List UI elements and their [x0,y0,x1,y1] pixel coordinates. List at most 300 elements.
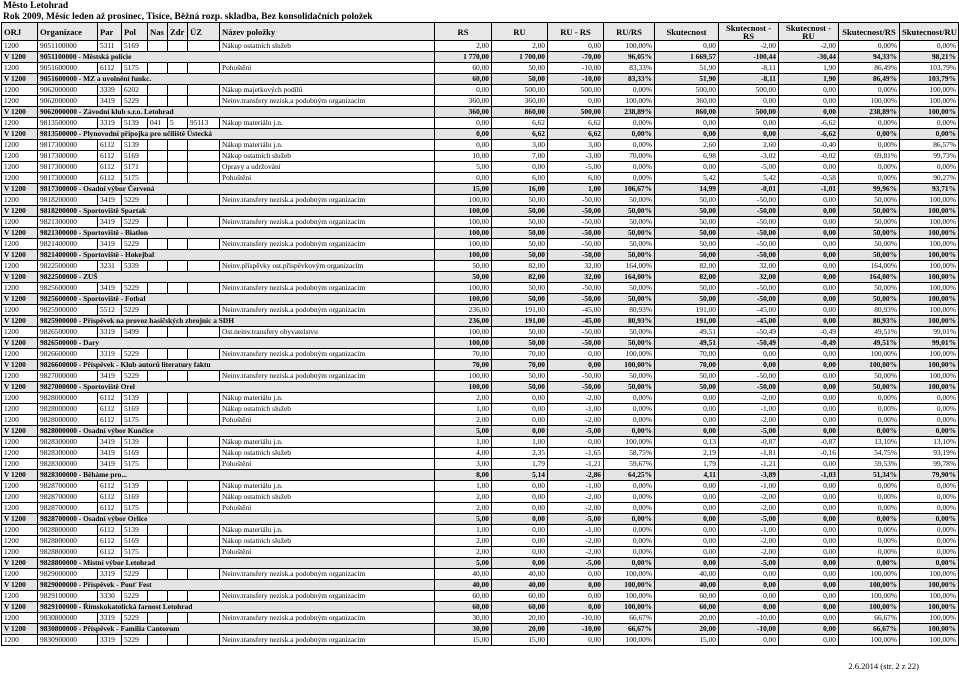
value-cell: 0,00 [435,140,492,151]
value-cell: -0,16 [779,448,839,459]
orj-cell: 1200 [2,283,38,294]
value-cell: 0,00% [839,558,900,569]
orj-cell: 1200 [2,305,38,316]
value-cell: 0,00 [655,514,719,525]
value-cell: 0,00 [492,525,548,536]
value-cell: -10,00 [719,624,779,635]
value-cell: 0,00 [779,580,839,591]
zdr-cell [168,140,188,151]
value-cell: -3,02 [719,151,779,162]
column-header: Skutecnost - RU [779,23,839,41]
uz-cell [188,217,220,228]
value-cell: 0,00% [839,393,900,404]
subtotal-label: 9813500000 - Plynovodní přípojka pro učiliště Ústecká [38,129,435,140]
uz-cell [188,327,220,338]
value-cell: 100,00% [604,569,655,580]
value-cell: 50,00 [492,250,548,261]
value-cell: 100,00% [604,349,655,360]
value-cell: 100,00 [435,338,492,349]
nas-cell [148,349,168,360]
item-name-cell: Nákup ostatních služeb [220,448,435,459]
value-cell: 20,00 [492,624,548,635]
nas-cell [148,591,168,602]
value-cell: 93,71% [900,184,959,195]
value-cell: 238,89% [604,107,655,118]
orj-cell: 1200 [2,41,38,52]
subtotal-row [2,382,959,393]
value-cell: 360,00 [492,96,548,107]
value-cell: 80,93% [604,316,655,327]
value-cell: 0,00% [839,140,900,151]
organization-cell: 9828000000 [38,404,98,415]
zdr-cell [168,371,188,382]
value-cell: 0,00 [719,635,779,646]
column-header: Skutecnost [655,23,719,41]
value-cell: 100,00 [435,327,492,338]
value-cell: 50,00 [492,283,548,294]
item-code-cell: 5229 [122,96,148,107]
value-cell: 0,00 [655,525,719,536]
nas-cell [148,437,168,448]
value-cell: -2,00 [548,547,604,558]
paragraph-cell: 6112 [98,63,122,74]
value-cell: 0,00 [655,503,719,514]
zdr-cell [168,261,188,272]
value-cell: 0,00% [839,525,900,536]
value-cell: 100,00% [900,602,959,613]
value-cell: 50,00% [839,283,900,294]
zdr-cell [168,327,188,338]
table-body [2,41,959,646]
value-cell: 100,00% [839,569,900,580]
table-row [2,162,959,173]
value-cell: 100,00% [900,107,959,118]
value-cell: 0,00 [435,118,492,129]
item-name-cell: Nákup materiálu j.n. [220,118,435,129]
item-name-cell: Pohoštění [220,547,435,558]
value-cell: 100,00% [900,382,959,393]
organization-cell: 9821300000 [38,217,98,228]
value-cell: 0,00 [655,558,719,569]
value-cell: 0,00 [492,547,548,558]
orj-cell: 1200 [2,195,38,206]
value-cell: 0,00 [779,492,839,503]
value-cell: 30,00 [435,613,492,624]
value-cell: -50,00 [548,228,604,239]
value-cell: 0,00 [719,360,779,371]
report-title: Město Letohrad [3,1,69,11]
orj-cell: 1200 [2,393,38,404]
nas-cell [148,140,168,151]
column-header: Název položky [220,23,435,41]
value-cell: 0,00 [719,96,779,107]
value-cell: 82,00 [655,261,719,272]
value-cell: -0,87 [719,437,779,448]
paragraph-cell: 3419 [98,96,122,107]
value-cell: 0,00 [492,492,548,503]
uz-cell [188,371,220,382]
item-name-cell: Neinv.transfery nezisk.a podobným organizacím [220,195,435,206]
value-cell: 15,00 [435,635,492,646]
subtotal-label: 9825600000 - Sportoviště - Fotbal [38,294,435,305]
value-cell: 60,00 [435,591,492,602]
item-code-cell: 5229 [122,349,148,360]
value-cell: 0,00% [839,162,900,173]
organization-cell: 9817300000 [38,173,98,184]
table-row [2,569,959,580]
value-cell: -0,01 [719,184,779,195]
item-name-cell: Pohoštění [220,63,435,74]
organization-cell: 9828800000 [38,536,98,547]
value-cell: 0,00 [492,481,548,492]
value-cell: 0,00 [779,415,839,426]
paragraph-cell: 3419 [98,239,122,250]
value-cell: 2,00 [435,393,492,404]
value-cell: 100,00 [435,206,492,217]
value-cell: 99,96% [839,184,900,195]
value-cell: 0,00 [492,415,548,426]
value-cell: 0,00 [779,613,839,624]
value-cell: 0,00 [719,591,779,602]
nas-cell [148,96,168,107]
value-cell: 5,42 [719,173,779,184]
organization-cell: 9817300000 [38,151,98,162]
value-cell: -50,00 [548,195,604,206]
value-cell: 0,00 [779,382,839,393]
value-cell: 70,00 [655,349,719,360]
value-cell: -50,00 [719,283,779,294]
value-cell: 0,00 [779,283,839,294]
value-cell: -1,00 [719,481,779,492]
value-cell: 83,33% [604,63,655,74]
paragraph-cell: 3419 [98,437,122,448]
value-cell: 0,00 [779,305,839,316]
value-cell: 13,10% [839,437,900,448]
value-cell: 0,00% [900,415,959,426]
subtotal-row [2,580,959,591]
value-cell: 50,00% [604,206,655,217]
value-cell: 54,75% [839,448,900,459]
nas-cell [148,305,168,316]
value-cell: -2,00 [548,492,604,503]
value-cell: 40,00 [655,569,719,580]
zdr-cell [168,305,188,316]
item-name-cell: Neinv.transfery nezisk.a podobným organizacím [220,283,435,294]
value-cell: 0,00 [655,162,719,173]
value-cell: -1,00 [719,525,779,536]
subtotal-label: 9062000000 - Závodní klub s.r.o. Letohrad [38,107,435,118]
value-cell: -70,00 [548,52,604,63]
value-cell: 40,00 [492,569,548,580]
value-cell: -3,89 [719,470,779,481]
value-cell: 100,00% [900,624,959,635]
value-cell: 1,00 [435,481,492,492]
value-cell: -100,44 [719,52,779,63]
item-name-cell: Neinv.transfery nezisk.a podobným organizacím [220,217,435,228]
value-cell: -45,00 [719,305,779,316]
paragraph-cell: 3319 [98,569,122,580]
value-cell: 0,00% [604,129,655,140]
table-row [2,404,959,415]
value-cell: -1,01 [779,184,839,195]
value-cell: 500,00 [492,85,548,96]
item-code-cell: 5229 [122,283,148,294]
item-code-cell: 5139 [122,140,148,151]
subtotal-row [2,206,959,217]
value-cell: 70,00 [435,360,492,371]
item-name-cell: Pohoštění [220,459,435,470]
subtotal-label: 9051600000 - MZ a uvolnění funkc. [38,74,435,85]
value-cell: 1 770,00 [435,52,492,63]
value-cell: 0,00 [779,85,839,96]
value-cell: 0,00% [839,481,900,492]
item-name-cell: Nákup materiálu j.n. [220,393,435,404]
item-name-cell: Nákup ostatních služeb [220,41,435,52]
value-cell: 100,00% [900,294,959,305]
value-cell: 164,00% [604,261,655,272]
zdr-cell [168,448,188,459]
value-cell: -6,62 [779,129,839,140]
value-cell: 13,10% [900,437,959,448]
value-cell: 15,00 [492,635,548,646]
value-cell: 0,00% [839,514,900,525]
subtotal-label: 9828300000 - Běháme pro... [38,470,435,481]
subtotal-row [2,338,959,349]
value-cell: 360,00 [435,96,492,107]
table-row [2,63,959,74]
value-cell: -50,00 [548,371,604,382]
value-cell: 100,00% [900,569,959,580]
value-cell: 0,00% [604,492,655,503]
organization-cell: 9821400000 [38,239,98,250]
value-cell: 20,00 [492,613,548,624]
value-cell: 103,79% [900,74,959,85]
item-code-cell: 5229 [122,217,148,228]
value-cell: 0,00 [492,404,548,415]
uz-cell [188,85,220,96]
uz-cell [188,96,220,107]
table-row [2,96,959,107]
value-cell: 60,00 [655,591,719,602]
value-cell: 100,00% [604,41,655,52]
zdr-cell [168,569,188,580]
value-cell: 100,00% [839,96,900,107]
value-cell: -50,00 [548,250,604,261]
value-cell: 0,00 [779,195,839,206]
item-code-cell: 5229 [122,195,148,206]
paragraph-cell: 3319 [98,613,122,624]
value-cell: -1,00 [548,525,604,536]
table-row [2,635,959,646]
value-cell: 58,75% [604,448,655,459]
value-cell: 50,00% [604,294,655,305]
value-cell: 50,00 [655,283,719,294]
nas-cell [148,613,168,624]
value-cell: 59,53% [839,459,900,470]
value-cell: 6,62 [548,129,604,140]
orj-cell: V 1200 [2,580,38,591]
value-cell: 1,00 [548,184,604,195]
value-cell: 0,00 [719,349,779,360]
orj-cell: 1200 [2,547,38,558]
zdr-cell [168,591,188,602]
value-cell: -50,00 [719,195,779,206]
item-name-cell: Neinv.transfery nezisk.a podobným organizacím [220,239,435,250]
orj-cell: 1200 [2,437,38,448]
orj-cell: V 1200 [2,514,38,525]
value-cell: 100,00% [839,580,900,591]
value-cell: -6,62 [779,118,839,129]
organization-cell: 9062000000 [38,96,98,107]
value-cell: -50,00 [719,239,779,250]
orj-cell: V 1200 [2,316,38,327]
value-cell: 100,00% [604,360,655,371]
zdr-cell [168,96,188,107]
value-cell: 1,90 [779,63,839,74]
value-cell: 0,00 [548,635,604,646]
uz-cell [188,195,220,206]
value-cell: -5,00 [719,558,779,569]
value-cell: 100,00% [900,305,959,316]
item-code-cell: 5175 [122,173,148,184]
value-cell: 0,00 [548,580,604,591]
value-cell: 100,00 [435,250,492,261]
orj-cell: 1200 [2,371,38,382]
value-cell: 100,00 [435,294,492,305]
value-cell: 6,62 [548,118,604,129]
value-cell: 0,00 [779,602,839,613]
item-name-cell: Nákup ostatních služeb [220,536,435,547]
column-header: Skutecnost - RS [719,23,779,41]
value-cell: 2,00 [435,547,492,558]
value-cell: 50,00 [492,63,548,74]
value-cell: 0,00 [655,118,719,129]
orj-cell: V 1200 [2,338,38,349]
value-cell: 50,00% [839,294,900,305]
value-cell: 0,00% [839,85,900,96]
value-cell: 0,00 [548,360,604,371]
subtotal-row [2,360,959,371]
value-cell: 3,00 [435,459,492,470]
value-cell: 0,00% [839,129,900,140]
value-cell: 3,00 [548,140,604,151]
organization-cell: 9828700000 [38,503,98,514]
value-cell: 0,00 [779,591,839,602]
value-cell: 50,00% [839,382,900,393]
organization-cell: 9826500000 [38,327,98,338]
item-code-cell: 5339 [122,261,148,272]
subtotal-row [2,602,959,613]
value-cell: 0,00% [900,118,959,129]
value-cell: 0,00 [779,261,839,272]
value-cell: 191,00 [655,316,719,327]
value-cell: 96,05% [604,52,655,63]
column-header: Par [98,23,122,41]
zdr-cell [168,404,188,415]
nas-cell [148,547,168,558]
value-cell: 100,00% [839,602,900,613]
value-cell: 50,00 [655,195,719,206]
value-cell: 66,67% [839,613,900,624]
uz-cell [188,448,220,459]
uz-cell [188,492,220,503]
orj-cell: 1200 [2,536,38,547]
value-cell: 7,00 [492,151,548,162]
item-code-cell: 5499 [122,327,148,338]
value-cell: 100,00% [900,283,959,294]
value-cell: 0,00 [779,349,839,360]
value-cell: 50,00% [839,217,900,228]
value-cell: 0,00% [604,118,655,129]
value-cell: 0,00% [900,503,959,514]
value-cell: -45,00 [548,316,604,327]
orj-cell: V 1200 [2,107,38,118]
organization-cell: 9828000000 [38,415,98,426]
value-cell: 99,73% [900,151,959,162]
value-cell: -2,00 [548,503,604,514]
value-cell: 51,34% [839,470,900,481]
value-cell: 66,67% [604,613,655,624]
value-cell: 70,00 [492,360,548,371]
orj-cell: 1200 [2,151,38,162]
paragraph-cell: 3319 [98,349,122,360]
value-cell: -1,03 [779,470,839,481]
item-name-cell: Neinv.transfery nezisk.a podobným organizacím [220,96,435,107]
uz-cell [188,503,220,514]
zdr-cell [168,437,188,448]
value-cell: -2,00 [719,41,779,52]
value-cell: 0,00 [548,349,604,360]
value-cell: 80,93% [604,305,655,316]
value-cell: 0,00 [719,569,779,580]
value-cell: 50,00 [492,371,548,382]
value-cell: 0,00 [779,217,839,228]
nas-cell [148,503,168,514]
zdr-cell [168,349,188,360]
item-name-cell: Nákup materiálu j.n. [220,481,435,492]
value-cell: 0,00 [492,558,548,569]
item-code-cell: 5169 [122,492,148,503]
value-cell: 0,00% [839,426,900,437]
subtotal-row [2,228,959,239]
item-code-cell: 5229 [122,239,148,250]
nas-cell [148,481,168,492]
value-cell: 1,00 [435,525,492,536]
value-cell: 50,00 [492,239,548,250]
value-cell: 0,00% [604,547,655,558]
organization-cell: 9051600000 [38,63,98,74]
value-cell: -50,00 [548,338,604,349]
value-cell: -0,02 [779,151,839,162]
value-cell: -1,00 [548,404,604,415]
orj-cell: V 1200 [2,360,38,371]
value-cell: 0,00 [779,250,839,261]
uz-cell: 95113 [188,118,220,129]
paragraph-cell: 6112 [98,492,122,503]
value-cell: 6,62 [492,129,548,140]
value-cell: 51,90 [655,63,719,74]
value-cell: 40,00 [492,580,548,591]
uz-cell [188,525,220,536]
value-cell: 100,00% [900,591,959,602]
value-cell: 93,19% [900,448,959,459]
zdr-cell [168,283,188,294]
value-cell: 2,19 [655,448,719,459]
orj-cell: 1200 [2,261,38,272]
subtotal-label: 9051100000 - Městská policie [38,52,435,63]
value-cell: -10,00 [548,74,604,85]
table-row [2,525,959,536]
